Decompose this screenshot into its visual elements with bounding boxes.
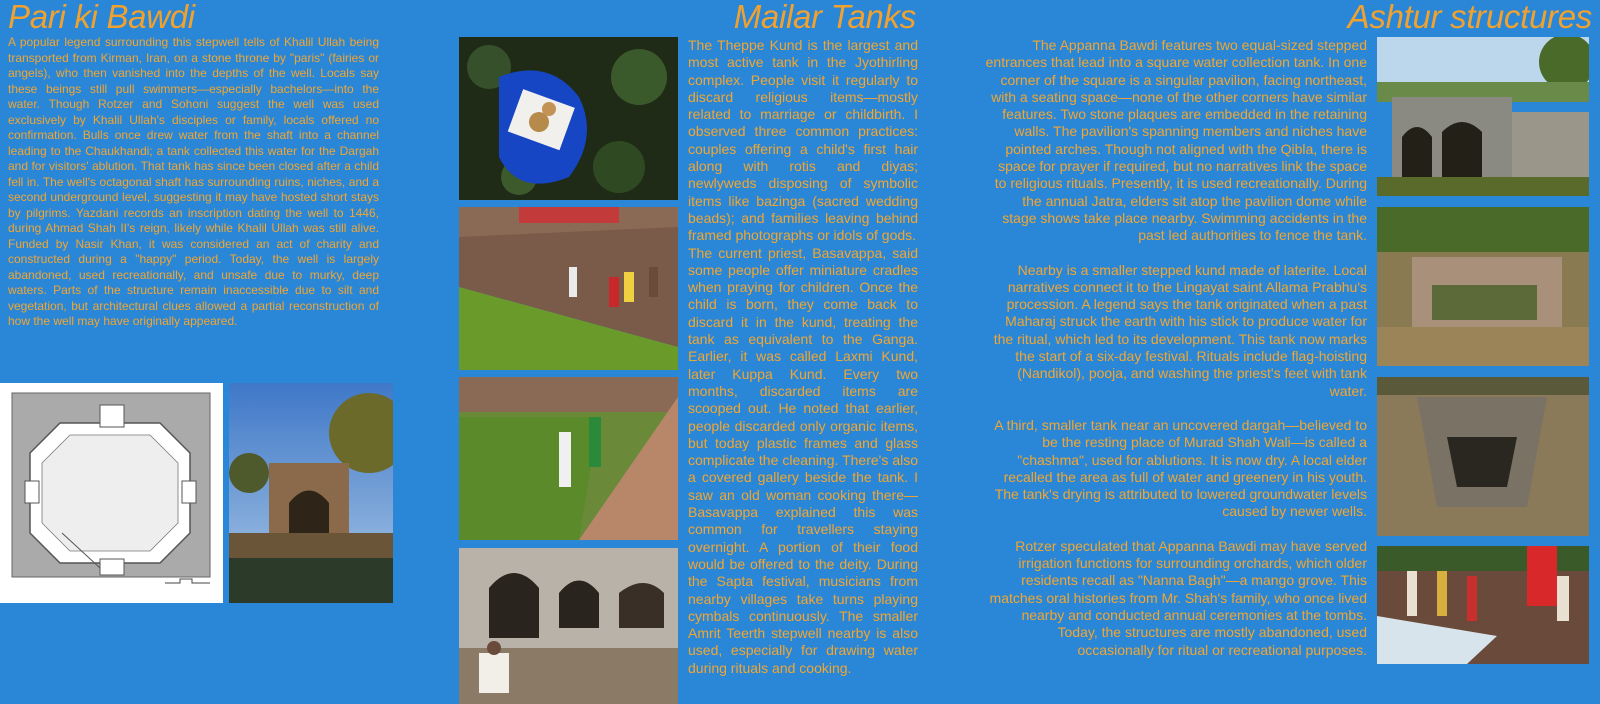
well-plan-drawing [0, 383, 223, 603]
right-paragraph-4: Rotzer speculated that Appanna Bawdi may have served irrigation functions for surrounding orchards, which older residents recall as "Nanna Bagh"—a mango grove. This matches oral histories from Mr. Shah's family, who once lived nearby and conducted annual ceremonies at the tombs. Today, the structures are mostly abandoned, used occasionally for ritual or recreational purposes. [989, 537, 1367, 658]
tank-bathers-photo [459, 377, 678, 540]
stepwell-ruin-photo [229, 383, 393, 603]
tank-steps-photo [459, 207, 678, 370]
middle-section-text [688, 37, 918, 677]
middle-paragraph-2: The current priest, Basavappa, said some people offer miniature cradles when praying for children. Once the child is born, they come back to discard it in the kund, treating the tank as equivalent to the Ganga. Earlier, it was called Laxmi Kund, later Kuppa Kund. Every two months, discarded items are scooped out. He noted that earlier, people discarded only organic items, but today plastic frames and glass complicate the cleaning. There's also a covered gallery beside the tank. I saw an old woman cooking there—Basavappa explained this was common for travellers staying overnight. A portion of their food would be offered to the deity. During the Sapta festival, musicians from nearby villages take turns playing cymbals continuously. The smaller Amrit Teerth stepwell nearby is also used, especially for drawing water during rituals and cooking. [688, 244, 918, 676]
ritual-crowd-photo [1377, 546, 1589, 664]
right-section-text [985, 37, 1367, 676]
right-paragraph-2: Nearby is a smaller stepped kund made of laterite. Local narratives connect it to the Lingayat saint Allama Prabhu's procession. A legend says the tank originated when a past Maharaj struck the earth with his stick to produce water for the ritual, which led to its development. This tank now marks the start of a six-day festival. Rituals include flag-hoisting (Nandikol), pooja, and washing the priest's feet with tank water. [993, 261, 1367, 399]
covered-gallery-photo [459, 548, 678, 704]
middle-paragraph-1: The Theppe Kund is the largest and most active tank in the Jyothirling complex. People visit it regularly to discard religious items—mostly related to marriage or childbirth. I observed three common practices: couples offering a child's first hair along with rotis and diyas; newlyweds disposing of symbolic items like bazinga (sacred wedding beads); and families leaving behind framed photographs or idols of gods. [688, 37, 918, 244]
appanna-bawdi-photo [1377, 37, 1589, 196]
right-paragraph-1: The Appanna Bawdi features two equal-sized stepped entrances that lead into a square water collection tank. In one corner of the square is a singular pavilion, facing northeast, with a seating space—none of the other corners have similar features. Two stone plaques are embedded in the retaining walls. The pavilion's spanning members and niches have pointed arches. Though not aligned with the Qibla, there is space for prayer if required, but no narratives link the space to religious rituals. Presently, it is used recreationally. During the annual Jatra, elders sit atop the pavilion dome while stage shows take place nearby. Swimming accidents in the past led authorities to fence the tank. [985, 37, 1367, 244]
left-section-text: A popular legend surrounding this stepwell tells of Khalil Ullah being transported from Kirman, Iran, on a stone throne by "paris" (fairies or angels), who then vanished into the depths of the well. Locals say these beings still pull swimmers—especially bachelors—into the water. Though Rotzer and Sohoni suggest the well was used exclusively by Khalil Ullah's disciples or family, locals offered no confirmation. Bulls once drew water from the shaft into a channel leading to the Chaukhandi; a tank collected this water for the Dargah and for visitors' ablution. That tank has since been closed after a child fell in. The well's octagonal shaft has surrounding ruins, niches, and a second underground level, suggesting it may have hosted short stays by pilgrims. Yazdani records an inscription dating the well to 1446, during Ahmad Shah II's reign, likely while Khalil Ullah was still alive. Funded by Nasir Khan, it was considered an act of charity and constructed during a "happy" period. Today, the well is largely abandoned, used recreationally, and unsafe due to murky, deep waters. Parts of the structure remain inaccessible due to silt and vegetation, but architectural clues allowed a partial reconstruction of how the well may have originally appeared. [8, 35, 379, 328]
offering-bag-photo [459, 37, 678, 200]
right-section-title: Ashtur structures [1347, 0, 1592, 35]
laterite-kund-photo [1377, 207, 1589, 366]
dry-chashma-photo [1377, 377, 1589, 536]
right-paragraph-3: A third, smaller tank near an uncovered dargah—believed to be the resting place of Murad Shah Wali—is called a "chashma", used for ablutions. It is now dry. A local elder recalled the area as full of water and greenery in his youth. The tank's drying is attributed to lowered groundwater levels caused by newer wells. [994, 416, 1367, 520]
left-section-title: Pari ki Bawdi [8, 0, 195, 35]
middle-section-title: Mailar Tanks [733, 0, 916, 35]
